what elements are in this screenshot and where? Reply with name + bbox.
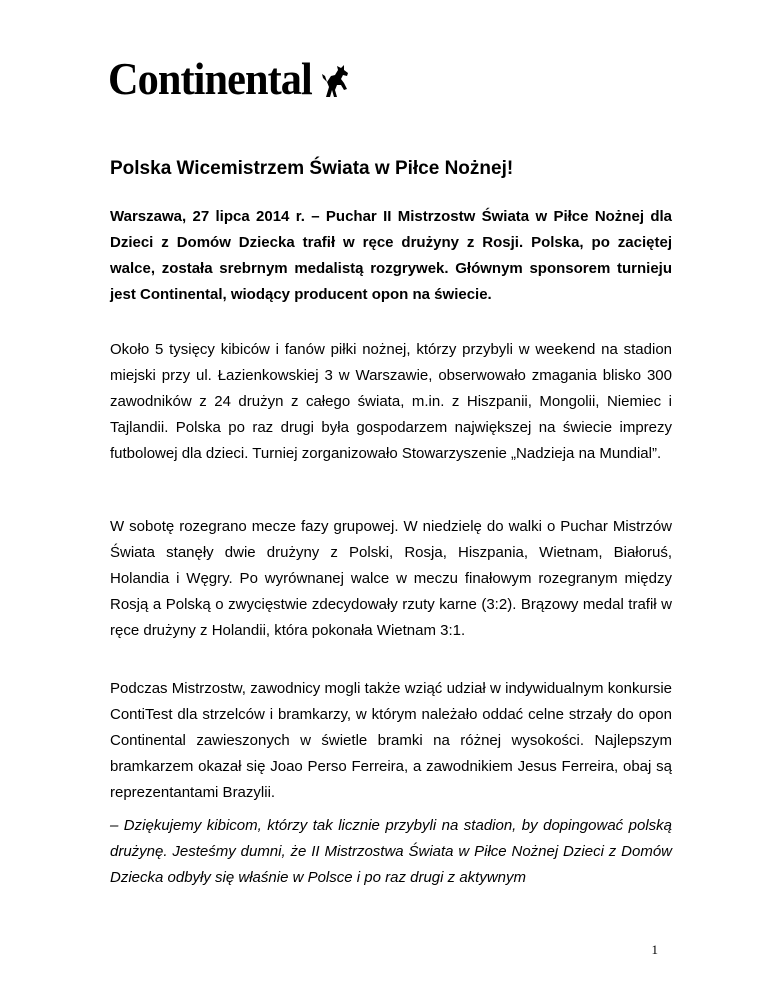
lead-paragraph: Warszawa, 27 lipca 2014 r. – Puchar II Mistrzostw Świata w Piłce Nożnej dla Dzieci z Domów Dziecka trafił w ręce drużyny z Rosji. Polska, po zaciętej walce, została srebrnym medalistą rozgrywek. Głównym sponsorem turnieju jest Continental, wiodący producent opon na świecie. [110, 208, 672, 303]
body-paragraph-1: Około 5 tysięcy kibiców i fanów piłki nożnej, którzy przybyli w weekend na stadion miejski przy ul. Łazienkowskiej 3 w Warszawie, obserwowało zmagania blisko 300 zawodników z 24 drużyn z całego świata, m.in. z Hiszpanii, Mongolii, Niemiec i Tajlandii. Polska po raz drugi była gospodarzem największej na świecie imprezy futbolowej dla dzieci. Turniej zorganizowało Stowarzyszenie „Nadzieja na Mundial”. [110, 341, 672, 462]
body-paragraph-2: W sobotę rozegrano mecze fazy grupowej. W niedzielę do walki o Puchar Mistrzów Świata stanęły dwie drużyny z Polski, Rosja, Hiszpania, Wietnam, Białoruś, Holandia i Węgry. Po wyrównanej walce w meczu finałowym rozegranym między Rosją a Polską o zwycięstwie zdecydowały rzuty karne (3:2). Brązowy medal trafił w ręce drużyny z Holandii, która pokonała Wietnam 3:1. [110, 518, 672, 639]
quote-paragraph: – Dziękujemy kibicom, którzy tak licznie przybyli na stadion, by dopingować polską drużynę. Jesteśmy dumni, że II Mistrzostwa Świata w Piłce Nożnej Dzieci z Domów Dziecka odbyły się właśnie w Polsce i po raz drugi z aktywnym [110, 817, 672, 886]
rearing-horse-icon [320, 63, 352, 99]
logo-wordmark: Continental [108, 53, 312, 104]
body-paragraph-3: Podczas Mistrzostw, zawodnicy mogli także wziąć udział w indywidualnym konkursie ContiTest dla strzelców i bramkarzy, w którym należało oddać celne strzały do opon Continental zawieszonych w świetle bramki na różnej wysokości. Najlepszym bramkarzem okazał się Joao Perso Ferreira, a zawodnikiem Jesus Ferreira, obaj są reprezentantami Brazylii. [110, 680, 672, 801]
page-number: 1 [651, 942, 658, 957]
continental-logo [108, 53, 352, 104]
article-title: Polska Wicemistrzem Świata w Piłce Nożnej! [110, 158, 514, 179]
